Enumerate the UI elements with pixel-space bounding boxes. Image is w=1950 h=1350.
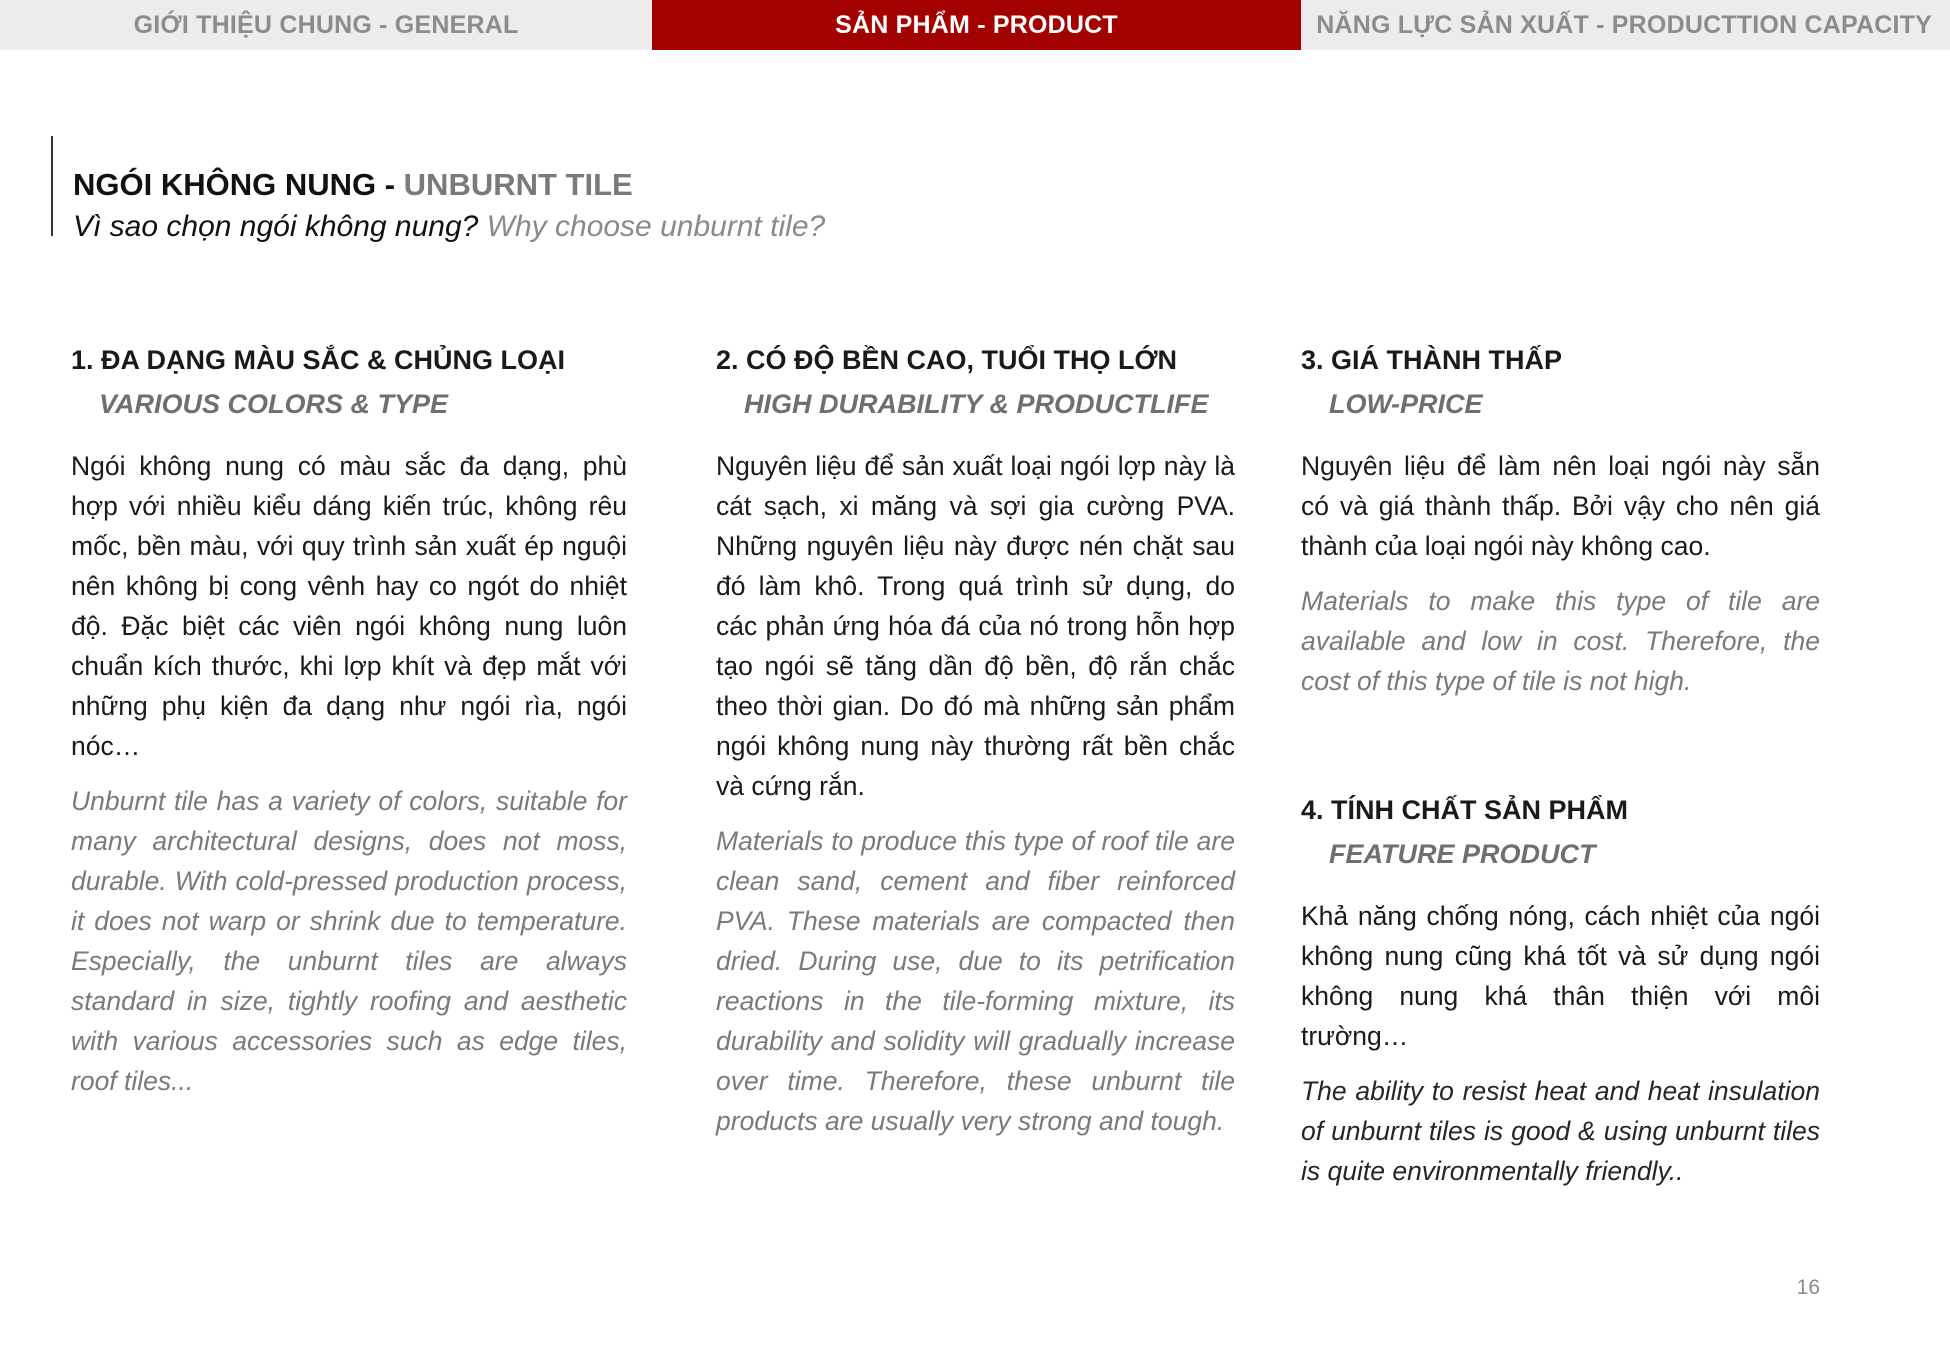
section-body-en: Unburnt tile has a variety of colors, suitable for many architectural designs, does not moss, durable. With cold-pressed production process, it does not warp or shrink due to temperature. Especially, the unburnt tiles are always standard in size, tightly roofing and aesthetic with various accessories such as edge tiles, roof tiles... — [71, 786, 627, 1096]
section-body-en: The ability to resist heat and heat insulation of unburnt tiles is good & using unburnt tiles is quite environmentally friendly.. — [1301, 1076, 1820, 1186]
page-title-vi: NGÓI KHÔNG NUNG - — [73, 167, 404, 202]
page-title — [73, 166, 825, 204]
section-subtitle: VARIOUS COLORS & TYPE — [99, 389, 449, 419]
page-subtitle-en: Why choose unburnt tile? — [486, 210, 826, 243]
section-low-price — [1301, 336, 1820, 701]
section-body-vi: Nguyên liệu để làm nên loại ngói này sẵn có và giá thành thấp. Bởi vậy cho nên giá thành của loại ngói này không cao. — [1301, 451, 1820, 561]
tab-production-capacity[interactable]: NĂNG LỰC SẢN XUẤT - PRODUCTTION CAPACITY — [1301, 0, 1950, 50]
section-body-en: Materials to make this type of tile are available and low in cost. Therefore, the cost of this type of tile is not high. — [1301, 586, 1820, 696]
tab-general[interactable]: GIỚI THIỆU CHUNG - GENERAL — [0, 0, 652, 50]
section-title: 3. GIÁ THÀNH THẤP — [1301, 345, 1563, 375]
page-subtitle — [73, 208, 825, 246]
tab-product[interactable]: SẢN PHẨM - PRODUCT — [652, 0, 1301, 50]
section-body-vi: Nguyên liệu để sản xuất loại ngói lợp này là cát sạch, xi măng và sợi gia cường PVA. Những nguyên liệu này được nén chặt sau đó làm khô. Trong quá trình sử dụng, do các phản ứng hóa đá của nó trong hỗn hợp tạo ngói sẽ tăng dần độ bền, độ rắn chắc theo thời gian. Do đó mà những sản phẩm ngói không nung này thường rất bền chắc và cứng rắn. — [716, 451, 1235, 801]
section-durability — [716, 336, 1235, 1141]
section-body-en: Materials to produce this type of roof tile are clean sand, cement and fiber reinforced PVA. These materials are compacted then dried. During use, due to its petrification reactions in the tile-forming mixture, its durability and solidity will gradually increase over time. Therefore, these unburnt tile products are usually very strong and tough. — [716, 826, 1235, 1136]
section-title: 4. TÍNH CHẤT SẢN PHẨM — [1301, 795, 1629, 825]
page-title-en: UNBURNT TILE — [403, 167, 633, 202]
page-subtitle-vi: Vì sao chọn ngói không nung? — [73, 210, 487, 243]
page-number: 16 — [1796, 1276, 1820, 1299]
section-body-vi: Ngói không nung có màu sắc đa dạng, phù hợp với nhiều kiểu dáng kiến trúc, không rêu mốc, bền màu, với quy trình sản xuất ép nguội nên không bị cong vênh hay co ngót do nhiệt độ. Đặc biệt các viên ngói không nung luôn chuẩn kích thước, khi lợp khít và đẹp mắt với những phụ kiện đa dạng như ngói rìa, ngói nóc… — [71, 451, 627, 761]
heading-accent-rule — [51, 136, 53, 236]
section-body-vi: Khả năng chống nóng, cách nhiệt của ngói không nung cũng khá tốt và sử dụng ngói không nung khá thân thiện với môi trường… — [1301, 901, 1820, 1051]
section-subtitle: LOW-PRICE — [1329, 389, 1483, 419]
section-title: 2. CÓ ĐỘ BỀN CAO, TUỔI THỌ LỚN — [716, 345, 1178, 375]
section-title: 1. ĐA DẠNG MÀU SẮC & CHỦNG LOẠI — [71, 345, 566, 375]
section-feature-product — [1301, 786, 1820, 1191]
top-nav — [0, 0, 1950, 50]
section-colors-types — [71, 336, 627, 1101]
section-subtitle: HIGH DURABILITY & PRODUCTLIFE — [744, 389, 1209, 419]
section-subtitle: FEATURE PRODUCT — [1329, 839, 1596, 869]
page-heading — [73, 166, 825, 246]
